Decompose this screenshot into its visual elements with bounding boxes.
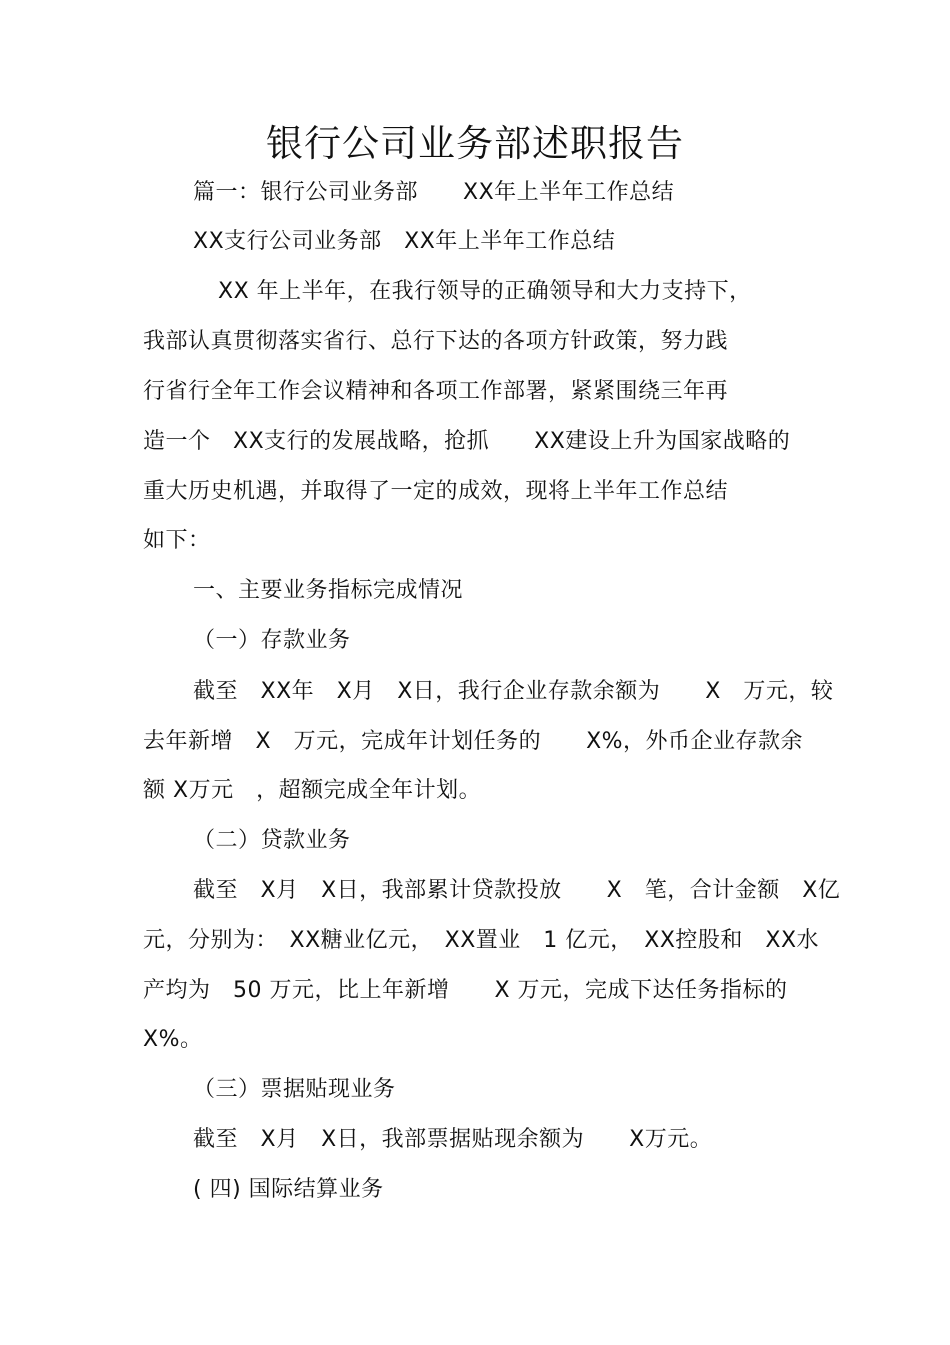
section-1-heading: 一、主要业务指标完成情况 xyxy=(193,578,464,603)
loan-line-1: 截至 X月 X日，我部累计贷款投放 X 笔，合计金额 X亿 xyxy=(193,878,841,903)
intro-line-5: 重大历史机遇，并取得了一定的成效，现将上半年工作总结 xyxy=(143,479,729,504)
subsection-bill-heading: （三）票据贴现业务 xyxy=(193,1077,396,1102)
loan-line-2: 元，分别为： XX糖业亿元， XX置业 1 亿元， XX控股和 XX水 xyxy=(143,928,820,953)
subsection-loan-heading: （二）贷款业务 xyxy=(193,828,351,853)
loan-line-4: X%。 xyxy=(143,1027,203,1052)
subsection-intl-settlement-heading: ( 四) 国际结算业务 xyxy=(193,1177,384,1202)
deposit-line-1: 截至 XX年 X月 X日，我行企业存款余额为 X 万元，较 xyxy=(193,679,834,704)
intro-line-3: 行省行全年工作会议精神和各项工作部署，紧紧围绕三年再 xyxy=(143,379,729,404)
deposit-line-2: 去年新增 X 万元，完成年计划任务的 X%，外币企业存款余 xyxy=(143,729,804,754)
intro-line-1: XX 年上半年，在我行领导的正确领导和大力支持下， xyxy=(218,279,752,304)
subsection-deposit-heading: （一）存款业务 xyxy=(193,628,351,653)
bill-line-1: 截至 X月 X日，我部票据贴现余额为 X万元。 xyxy=(193,1127,713,1152)
deposit-line-3: 额 X万元 ，超额完成全年计划。 xyxy=(143,778,482,803)
document-subtitle: 篇一：银行公司业务部 XX年上半年工作总结 xyxy=(193,180,675,205)
intro-line-4: 造一个 XX支行的发展战略，抢抓 XX建设上升为国家战略的 xyxy=(143,429,791,454)
loan-line-3: 产均为 50 万元，比上年新增 X 万元，完成下达任务指标的 xyxy=(143,978,788,1003)
intro-line-2: 我部认真贯彻落实省行、总行下达的各项方针政策，努力践 xyxy=(143,329,729,354)
intro-line-6: 如下： xyxy=(143,528,211,553)
report-heading: XX支行公司业务部 XX年上半年工作总结 xyxy=(193,229,616,254)
document-title: 银行公司业务部述职报告 xyxy=(266,122,684,165)
